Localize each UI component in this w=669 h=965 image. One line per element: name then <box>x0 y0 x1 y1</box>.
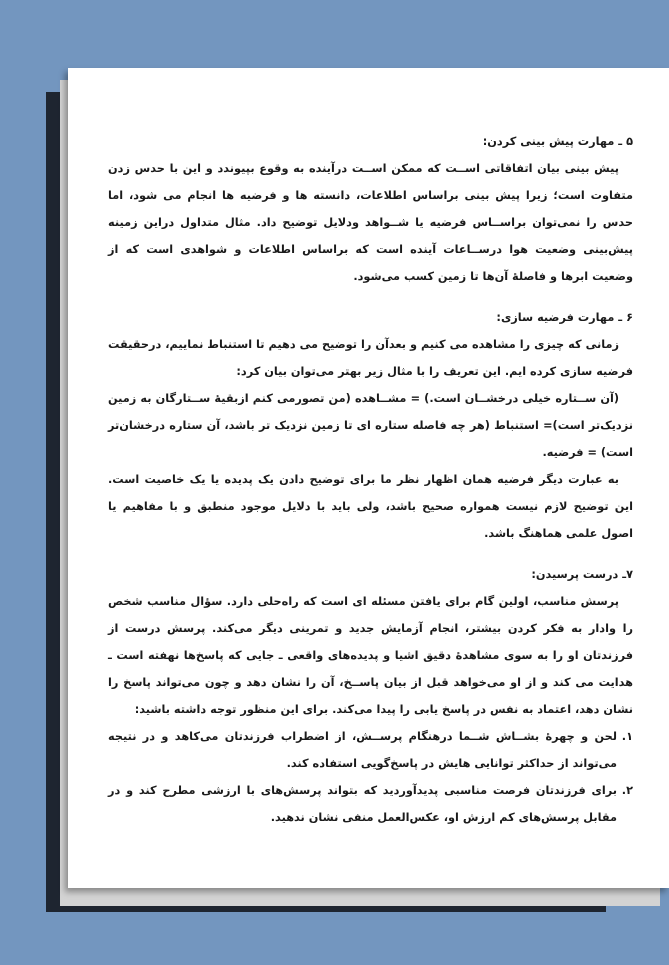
section-7-heading: ۷ـ درست پرسیدن: <box>531 568 633 581</box>
section-6-body-3: به عبارت دیگر فرضیه همان اظهار نظر ما برای توضیح دادن یک پدیده یا یک خاصیت است. این توضیح لازم نیست همواره صحیح باشد، ولی باید با دلایل موجود منطبق و با مفاهیم یا اصول علمی هماهنگ باشد. <box>108 473 633 540</box>
list-item-number: ۱. <box>621 730 633 743</box>
list-item-number: ۲. <box>621 784 633 797</box>
section-5-body: پیش بینی بیان اتفاقاتی اســت که ممکن اســت درآینده به وقوع بپیوندد و این با حدس زدن متفاوت است؛ زیرا پیش بینی براساس اطلاعات، دانسته ها و فرضیه ها انجام می شود، اما حدس را نمی‌توان براســاس فرضیه یا شــواهد ودلایل توضیح داد. مثال متداول دراین زمینه پیش‌بینی وضعیت هوا درســاعات آینده است که براساس اطلاعات و شواهدی است که از وضعیت ابرها و فاصلهٔ آن‌ها تا زمین کسب می‌شود. <box>108 162 633 283</box>
document-page <box>68 68 669 888</box>
section-6-body-2: (آن ســتاره خیلی درخشــان است.) = مشــاهده (من تصورمی کنم ازبقیهٔ ســتارگان به زمین نزدیک‌تر است)= استنباط (هر چه فاصله ستاره ای تا زمین نزدیک تر باشد، آن ستاره درخشان‌تر است) = فرضیه. <box>108 392 633 459</box>
list-item <box>108 723 633 777</box>
list-item-text: برای فرزندتان فرصت مناسبی پدیدآوردید که بتواند پرسش‌های با ارزشی مطرح کند و در مقابل پرسش‌های کم ارزش او، عکس‌العمل منفی نشان ندهید. <box>108 784 617 824</box>
list-item <box>108 777 633 831</box>
section-6-heading: ۶ ـ مهارت فرضیه سازی: <box>496 311 633 324</box>
section-6-body-1: زمانی که چیزی را مشاهده می کنیم و بعدآن را توضیح می دهیم تا استنباط نماییم، درحقیقت فرضیه سازی کرده ایم. این تعریف را با مثال زیر بهتر می‌توان بیان کرد: <box>108 338 633 378</box>
list-item-text: لحن و چهرهٔ بشــاش شــما درهنگام پرســش، از اضطراب فرزندتان می‌کاهد و در نتیجه می‌تواند از حداکثر توانایی هایش در پاسخ‌گویی استفاده کند. <box>108 730 617 770</box>
page-content <box>108 128 633 831</box>
section-gap <box>108 290 633 304</box>
section-gap <box>108 547 633 561</box>
section-7-body: پرسش مناسب، اولین گام برای یافتن مسئله ای است که راه‌حلی دارد. سؤال مناسب شخص را وادار به فکر کردن بیشتر، انجام آزمایش جدید و تمرینی دیگر می‌کند. پرسش درست از فرزندتان او را به سوی مشاهدهٔ دقیق اشیا و پدیده‌های واقعی ـ جایی که پاسخ‌ها نهفته است ـ هدایت می کند و از او می‌خواهد قبل از بیان پاســخ، آن را نشان دهد و چون می‌تواند پاسخ را نشان دهد، اعتماد به نفس در پاسخ یابی را پیدا می‌کند. برای این منظور توجه داشته باشید: <box>108 595 633 716</box>
section-5-heading: ۵ ـ مهارت پیش بینی کردن: <box>482 135 633 148</box>
